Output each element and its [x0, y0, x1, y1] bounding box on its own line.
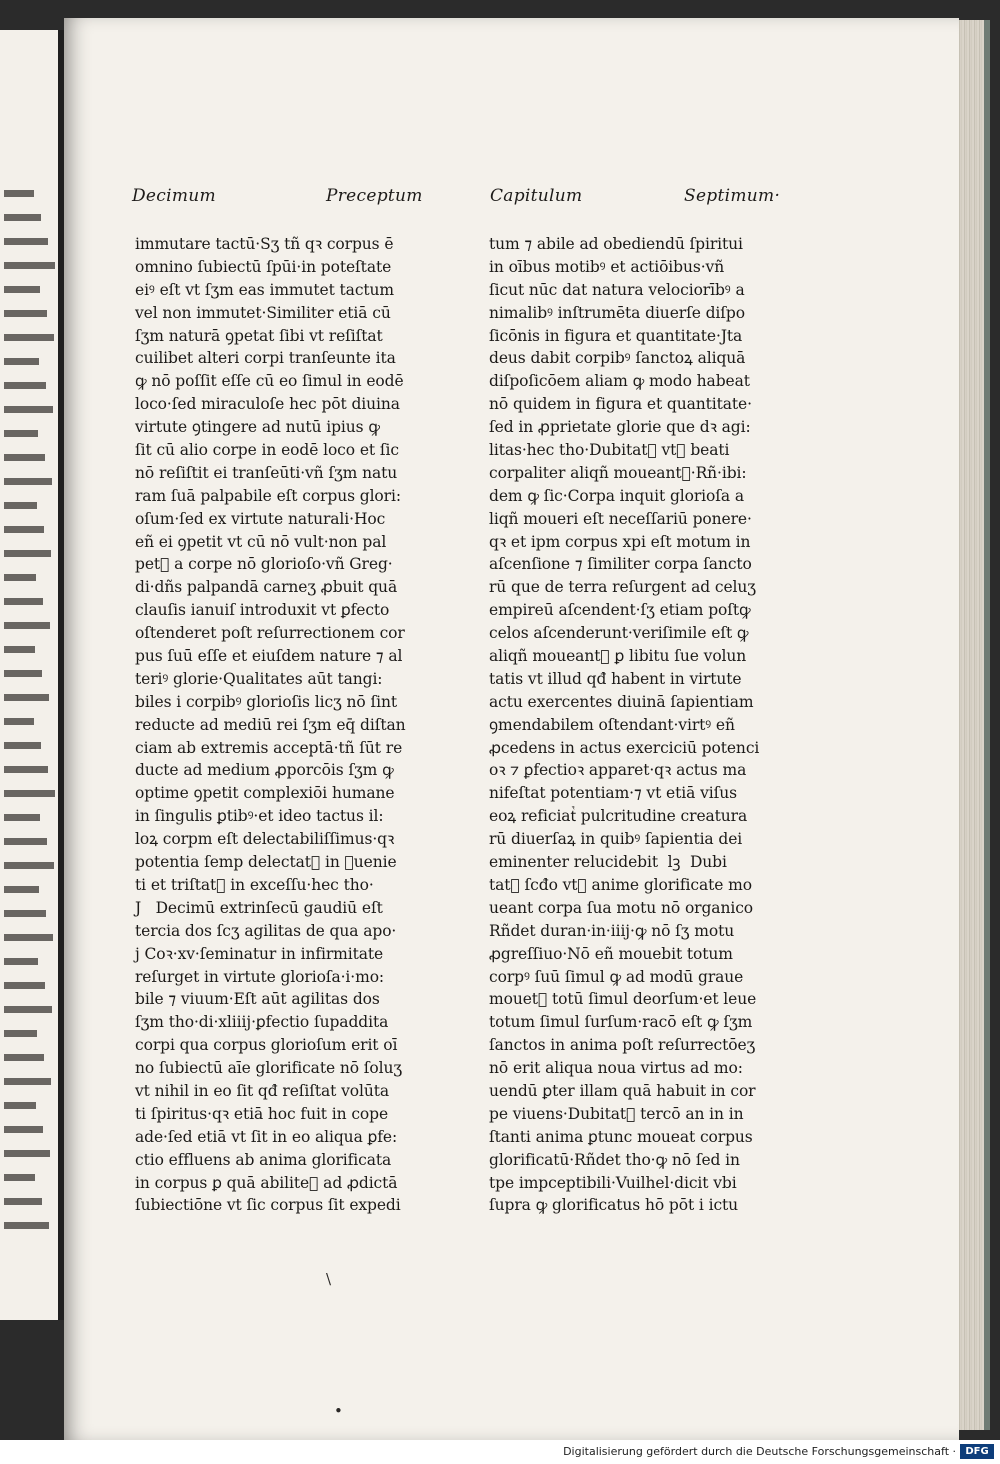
running-head-decimum: Decimum: [132, 186, 216, 206]
previous-page-line: [4, 406, 53, 413]
text-line: biles i corpibꝰ glorioſis licʒ nō ſint: [135, 692, 397, 711]
previous-page-line: [4, 982, 45, 989]
text-line: deus dabit corpibꝰ ſanctoꝝ aliquā: [489, 349, 746, 368]
previous-page-line: [4, 934, 53, 941]
text-line: diſpoſicōem aliam ꝙ modo habeat: [489, 372, 750, 391]
previous-page-line: [4, 766, 48, 773]
page-stack-edge: [955, 20, 985, 1430]
text-line: ducte ad medium ꝓporcōis ſʒm ꝙ: [135, 761, 394, 780]
text-line: omnino ſubiectū ſpūi·in poteſtate: [135, 257, 392, 276]
previous-page-line: [4, 526, 44, 533]
previous-page-line: [4, 1174, 35, 1181]
text-line: petᷣ a corpe nō glorioſo·vñ Greg·: [135, 555, 393, 574]
text-line: eminenter relucidebit lꝫ Dubi: [489, 853, 727, 872]
text-line: ti et triſtatᷣ in exceſſu·hec tho·: [135, 875, 374, 894]
previous-page-line: [4, 1006, 52, 1013]
previous-page-line: [4, 838, 47, 845]
text-line: eoꝝ reficiatᷣ pulcritudine creatura: [489, 807, 748, 826]
text-line: corpꝰ ſuū ſimul ꝙ ad modū graue: [489, 967, 744, 986]
text-line: j Coꝛ·xv·ſeminatur in infirmitate: [135, 944, 384, 963]
text-line: celos aſcenderunt·veriſimile eſt ꝙ: [489, 624, 749, 643]
previous-page-line: [4, 238, 48, 245]
running-head-preceptum: Preceptum: [326, 186, 423, 206]
text-line: oꝛ ⁊ ꝑfectioꝛ apparet·qꝛ actus ma: [489, 761, 747, 780]
text-line: pus ſuū eſſe et eiuſdem nature ⁊ al: [135, 647, 403, 666]
text-line: nifeſtat potentiam·⁊ vt etiā viſus: [489, 784, 737, 803]
running-head-septimum: Septimum·: [684, 186, 781, 206]
previous-page-line: [4, 286, 40, 293]
text-line: ueant corpa ſua motu nō organico: [489, 898, 754, 917]
text-line: vt nihil in eo ſit qđ reſiſtat volūta: [135, 1081, 390, 1100]
text-line: actu exercentes diuinā ſapientiam: [489, 692, 754, 711]
text-line: in oībus motibꝰ et actiōibus·vñ: [489, 257, 725, 276]
text-line: rū que de terra reſurgent ad celuʒ: [489, 578, 756, 597]
text-line: potentia ſemp delectatᷣ in ꝯuenie: [135, 853, 397, 872]
previous-page-line: [4, 478, 52, 485]
text-line: nō reſiſtit ei tranſeūti·vñ ſʒm natu: [135, 463, 398, 482]
text-line: loꝝ corpm eſt delectabiliſſimus·qꝛ: [135, 830, 395, 849]
previous-page-line: [4, 574, 36, 581]
text-line: ꝯmendabilem oſtendant·virtꝰ eñ: [489, 715, 735, 734]
text-line: corpaliter aliqñ moueantᷣ·Rñ·ibi:: [489, 463, 747, 482]
previous-page-line: [4, 1078, 51, 1085]
text-line: ade·ſed etiā vt ſit in eo aliqua ꝑfe:: [135, 1127, 398, 1146]
text-line: oſtenderet poſt reſurrectionem cor: [135, 624, 405, 643]
previous-page-line: [4, 1054, 44, 1061]
book-cover-edge: [984, 20, 990, 1430]
text-line: immutare tactū·Sʒ tñ qꝛ corpus ē: [135, 235, 394, 253]
text-line: uendū ꝑter illam quā habuit in cor: [489, 1081, 756, 1100]
text-line: aliqñ moueantᷣ ꝑ libitu ſue volun: [489, 647, 747, 666]
previous-page-line: [4, 1198, 42, 1205]
text-line: ſicōnis in figura et quantitate·Jta: [489, 326, 743, 345]
text-line: tatᷣ ſcđo vtꝝ anime glorificate mo: [489, 875, 752, 894]
previous-page-line: [4, 1150, 50, 1157]
text-line: clauſis ianuiſ introduxit vt ꝑfecto: [135, 601, 390, 620]
previous-page-line: [4, 430, 38, 437]
text-line: optime ꝯpetit complexiōi humane: [135, 784, 395, 803]
previous-page-line: [4, 886, 39, 893]
previous-page-line: [4, 790, 55, 797]
previous-page-line: [4, 670, 42, 677]
text-line: cuilibet alteri corpi tranſeunte ita: [135, 349, 396, 368]
text-line: ſanctos in anima poſt reſurrectōeʒ: [489, 1036, 756, 1055]
text-line: bile ⁊ viuum·Eſt aūt agilitas dos: [135, 990, 380, 1009]
text-line: di·dñs palpandā carneʒ ꝓbuit quā: [135, 578, 398, 597]
text-line: eñ ei ꝯpetit vt cū nō vult·non pal: [135, 532, 387, 551]
text-line: oſum·ſed ex virtute naturali·Hoc: [135, 509, 386, 528]
text-line: ſubiectiōne vt ſic corpus ſit expedi: [135, 1196, 401, 1215]
previous-page-line: [4, 1102, 36, 1109]
text-line: ſtanti anima ꝑtunc moueat corpus: [489, 1127, 753, 1146]
text-line: ſicut nūc dat natura velociorībꝰ a: [489, 280, 745, 299]
text-line: loco·ſed miraculoſe hec pōt diuina: [135, 395, 400, 414]
previous-page-line: [4, 1222, 49, 1229]
text-line: virtute ꝯtingere ad nutū ipius ꝙ: [135, 418, 380, 437]
previous-page-line: [4, 1030, 37, 1037]
text-line: ꝓcedens in actus exerciciū potenci: [489, 738, 760, 757]
text-line: ſʒm tho·di·xliiij·ꝑfectio ſupaddita: [135, 1013, 389, 1032]
funding-credit: Digitalisierung gefördert durch die Deutsche Forschungsgemeinschaft ·: [563, 1445, 956, 1458]
previous-page-line: [4, 382, 46, 389]
text-line: qꝛ et ipm corpus xpi eſt motum in: [489, 532, 751, 551]
left-text-column: [135, 233, 465, 1217]
previous-page-line: [4, 190, 34, 197]
text-line: liqñ moueri eſt neceſſariū ponere·: [489, 509, 752, 528]
text-line: nō quidem in figura et quantitate·: [489, 395, 752, 414]
previous-page-line: [4, 718, 34, 725]
previous-page-text-fragments: [0, 190, 58, 1246]
text-line: rū diuerſaꝝ in quibꝰ ſapientia dei: [489, 830, 743, 849]
text-line: reſurget in virtute glorioſa·i·mo:: [135, 967, 385, 986]
text-line: in corpus ꝑ quā abiliteᷣ ad ꝓdictā: [135, 1173, 398, 1192]
text-line: ſupra ꝙ glorificatus hō pōt i ictu: [489, 1196, 739, 1215]
text-line: reducte ad mediū rei ſʒm eq̄ diſtan: [135, 715, 406, 734]
footer-bar: [0, 1440, 1000, 1464]
text-line: tum ⁊ abile ad obediendū ſpiritui: [489, 235, 743, 253]
text-line: ſit cū alio corpe in eodē loco et ſic: [135, 441, 399, 460]
text-line: nō erit aliqua noua virtus ad mo:: [489, 1059, 743, 1078]
previous-page-line: [4, 622, 50, 629]
previous-page-line: [4, 1126, 43, 1133]
book-page: [64, 18, 959, 1440]
text-line: litas·hec tho·Dubitatᷣ vtꝝ beati: [489, 441, 730, 460]
text-line: aſcenſione ⁊ ſimiliter corpa ſancto: [489, 555, 752, 574]
text-line: tpe impceptibili·Vuilhel·dicit vbi: [489, 1173, 737, 1192]
text-line: tercia dos ſcʒ agilitas de qua apo·: [135, 921, 397, 940]
previous-page-line: [4, 814, 40, 821]
text-line: ꝓgreſſiuo·Nō eñ mouebit totum: [489, 944, 733, 963]
text-line: ꝙ nō poſſit eſſe cū eo ſimul in eodē: [135, 372, 404, 391]
previous-page-line: [4, 262, 55, 269]
text-line: J Decimū extrinſecū gaudiū eſt: [135, 898, 383, 917]
text-line: corpi qua corpus glorioſum erit oī: [135, 1036, 398, 1055]
ink-dot: •: [334, 1402, 343, 1420]
text-line: tatis vt illud qđ habent in virtute: [489, 669, 742, 688]
previous-page-line: [4, 502, 37, 509]
text-line: eiꝰ eſt vt ſʒm eas immutet tactum: [135, 280, 395, 299]
text-line: ram ſuā palpabile eſt corpus glori:: [135, 486, 401, 505]
text-line: teriꝰ glorie·Qualitates aūt tangi:: [135, 669, 383, 688]
text-line: mouetᷣ totū ſimul deorſum·et leue: [489, 990, 757, 1009]
text-line: no ſubiectū aīe glorificate nō ſoluʒ: [135, 1059, 403, 1078]
text-line: ciam ab extremis acceptā·tñ ſūt re: [135, 738, 403, 757]
text-line: ctio effluens ab anima glorificata: [135, 1150, 392, 1169]
previous-page-edge: [0, 30, 64, 1320]
previous-page-line: [4, 550, 51, 557]
previous-page-line: [4, 334, 54, 341]
right-text-column: [489, 233, 834, 1217]
text-line: nimalibꝰ inſtrumēta diuerſe diſpo: [489, 303, 745, 322]
text-line: empireū aſcendent·ſʒ etiam poſtꝙ: [489, 601, 751, 620]
text-line: vel non immutet·Similiter etiā cū: [135, 303, 391, 322]
previous-page-line: [4, 310, 47, 317]
previous-page-line: [4, 910, 46, 917]
dfg-logo: DFG: [960, 1444, 994, 1459]
text-line: glorificatū·Rñdet tho·ꝙ nō ſed in: [489, 1150, 740, 1169]
text-line: pe viuens·Dubitatᷣ tercō an in in: [489, 1104, 744, 1123]
text-line: ti ſpiritus·qꝛ etiā hoc fuit in cope: [135, 1104, 389, 1123]
previous-page-line: [4, 358, 39, 365]
previous-page-line: [4, 694, 49, 701]
previous-page-line: [4, 598, 43, 605]
text-line: ſed in ꝓprietate glorie que dꝛ agi:: [489, 418, 751, 437]
text-line: totum ſimul ſurſum·racō eſt ꝙ ſʒm: [489, 1013, 753, 1032]
previous-page-line: [4, 454, 45, 461]
text-line: Rñdet duran·in·iiij·ꝙ nō ſʒ motu: [489, 921, 735, 940]
running-head-capitulum: Capitulum: [490, 186, 583, 206]
text-line: in ſingulis ꝑtibꝰ·et ideo tactus il:: [135, 807, 384, 826]
previous-page-line: [4, 958, 38, 965]
ink-mark: \: [326, 1270, 332, 1288]
previous-page-line: [4, 646, 35, 653]
previous-page-line: [4, 862, 54, 869]
previous-page-line: [4, 214, 41, 221]
previous-page-line: [4, 742, 41, 749]
text-line: dem ꝙ ſic·Corpa inquit glorioſa a: [489, 486, 744, 505]
text-line: ſʒm naturā ꝯpetat ſibi vt reſiſtat: [135, 326, 383, 345]
